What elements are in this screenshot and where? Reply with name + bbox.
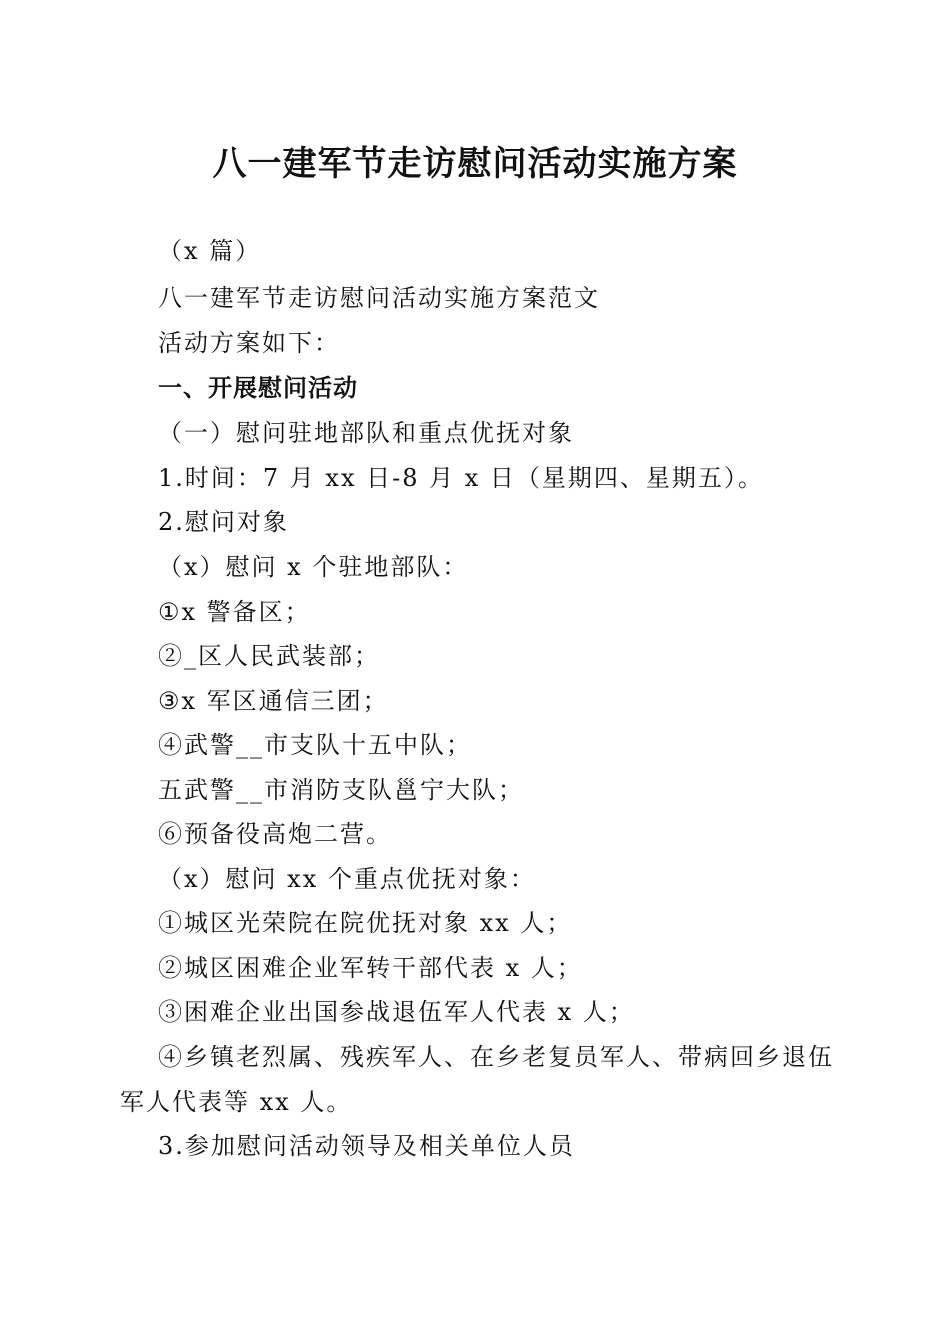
list-item-continuation: 军人代表等 xx 人。: [120, 1088, 353, 1116]
subtitle-line: 八一建军节走访慰问活动实施方案范文: [158, 284, 600, 312]
paragraph-line: （x）慰问 xx 个重点优抚对象：: [158, 865, 536, 893]
list-item: ③x 军区通信三团；: [158, 687, 389, 715]
subsection-heading: （一）慰问驻地部队和重点优抚对象: [158, 419, 574, 447]
list-item: ②城区困难企业军转干部代表 x 人；: [158, 954, 583, 982]
list-item: 五武警__市消防支队邕宁大队；: [158, 776, 524, 804]
list-item: ①x 警备区；: [158, 598, 311, 626]
paragraph-line: （x）慰问 x 个驻地部队：: [158, 553, 469, 581]
section-heading: 一、开展慰问活动: [158, 374, 358, 402]
list-item: ⑥预备役高炮二营。: [158, 820, 392, 848]
list-item: ③困难企业出国参战退伍军人代表 x 人；: [158, 998, 635, 1026]
document-title: 八一建军节走访慰问活动实施方案: [212, 144, 738, 184]
list-item: ②_区人民武装部；: [158, 642, 380, 670]
list-item: ①城区光荣院在院优抚对象 xx 人；: [158, 909, 573, 937]
paragraph-line: 2.慰问对象: [158, 508, 289, 536]
list-item: ④乡镇老烈属、残疾军人、在乡老复员军人、带病回乡退伍: [158, 1043, 834, 1071]
paragraph-line: 3.参加慰问活动领导及相关单位人员: [158, 1132, 575, 1160]
paragraph-line: 1.时间：7 月 xx 日-8 月 x 日（星期四、星期五）。: [158, 464, 764, 492]
section-label: （x 篇）: [158, 237, 262, 265]
intro-line: 活动方案如下：: [158, 329, 340, 357]
list-item: ④武警__市支队十五中队；: [158, 731, 472, 759]
